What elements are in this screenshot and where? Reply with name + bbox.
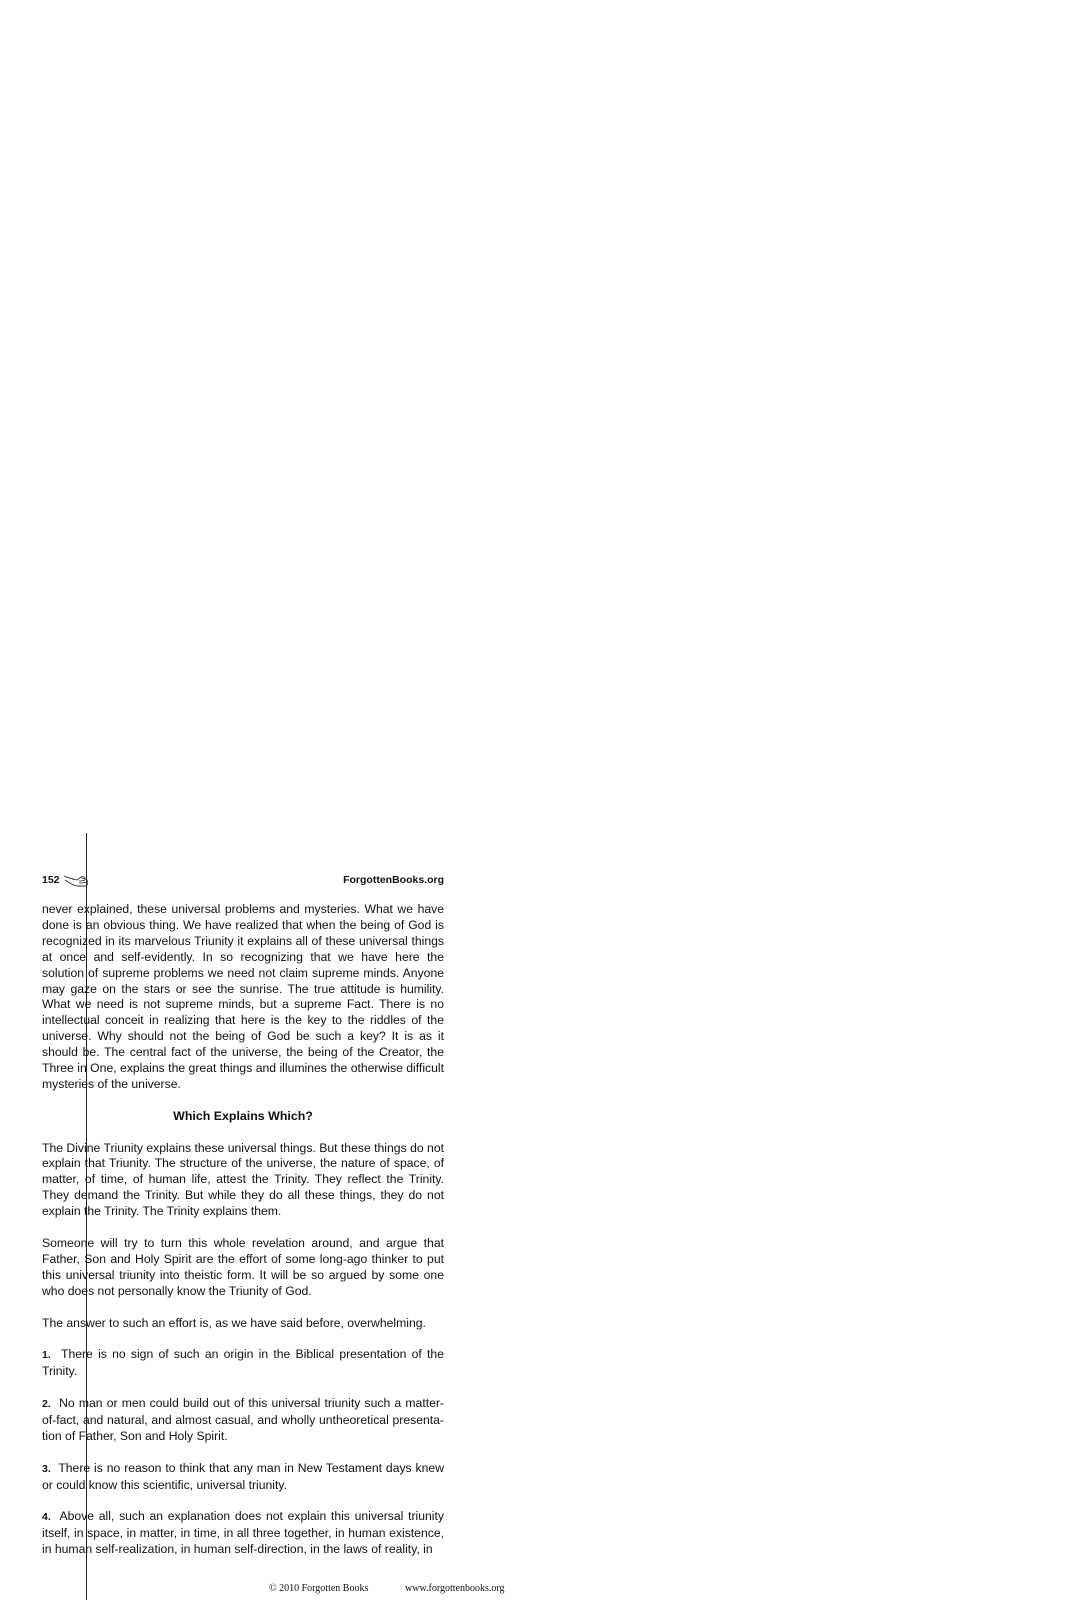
page-body bbox=[42, 902, 444, 1574]
page-header bbox=[42, 874, 444, 892]
footer-url: www.forgottenbooks.org bbox=[405, 1583, 505, 1594]
numbered-item bbox=[42, 1347, 444, 1380]
site-name: ForgottenBooks.org bbox=[343, 874, 444, 886]
section-heading: Which Explains Which? bbox=[173, 1108, 313, 1123]
page-number: 152 bbox=[42, 874, 60, 886]
item-number: 2. bbox=[42, 1398, 51, 1410]
pointing-hand-icon bbox=[63, 870, 91, 888]
numbered-item bbox=[42, 1396, 444, 1445]
paragraph: never explained, these universal problems and mysteries. What we have done is an obvious thing. We have realized that when the being of God is recognized in its marvelous Triunity it explains all of these universal things at once and self-evidently. In so recognizing that we have here the solution of supreme problems we need not claim supreme minds. Anyone may gaze on the stars or see the sunrise. The true attitude is humility. What we need is not supreme minds, but a supreme Fact. There is no intellectual conceit in realizing that here is the key to the riddles of the universe. Why should not the being of God be such a key? It is as it should be. The central fact of the universe, the being of the Creator, the Three in One, explains the great things and illumines the otherwise difficult mysteries of the universe. bbox=[42, 902, 444, 1091]
paragraph: The Divine Triunity explains these universal things. But these things do not explain that Triunity. The structure of the universe, the nature of space, of matter, of time, of human life, attest the Trinity. They reflect the Trinity. They demand the Trinity. But while they do all these things, they do not explain the Trinity. The Trinity explains them. bbox=[42, 1140, 444, 1219]
footer-copyright: © 2010 Forgotten Books bbox=[269, 1583, 369, 1594]
item-number: 3. bbox=[42, 1462, 51, 1475]
item-number: 1. bbox=[42, 1349, 51, 1362]
numbered-item bbox=[42, 1509, 444, 1558]
item-text: There is no sign of such an origin in the Biblical presentation of the Trinity. bbox=[42, 1347, 444, 1379]
paragraph: The answer to such an effort is, as we have said before, overwhelming. bbox=[42, 1315, 426, 1330]
item-text: Above all, such an explanation does not explain this universal triunity itself, in space, in matter, in time, in all three together, in human existence, in human self-realization, in human self-direction, in the laws of reality, in bbox=[42, 1509, 444, 1557]
numbered-item bbox=[42, 1461, 444, 1494]
item-text: There is no reason to think that any man in New Testament days knew or could know this scientific, universal triunity. bbox=[42, 1460, 444, 1492]
item-number: 4. bbox=[42, 1511, 51, 1524]
item-text: No man or men could build out of this universal triunity such a matter-of-fact, and natural, and almost casual, and wholly untheoretical presenta-tion of Father, Son and Holy Spirit. bbox=[42, 1396, 444, 1443]
paragraph: Someone will try to turn this whole revelation around, and argue that Father, Son and Holy Spirit are the effort of some long-ago thinker to put this universal triunity into theistic form. It will be so argued by some one who does not personally know the Triunity of God. bbox=[42, 1235, 444, 1298]
